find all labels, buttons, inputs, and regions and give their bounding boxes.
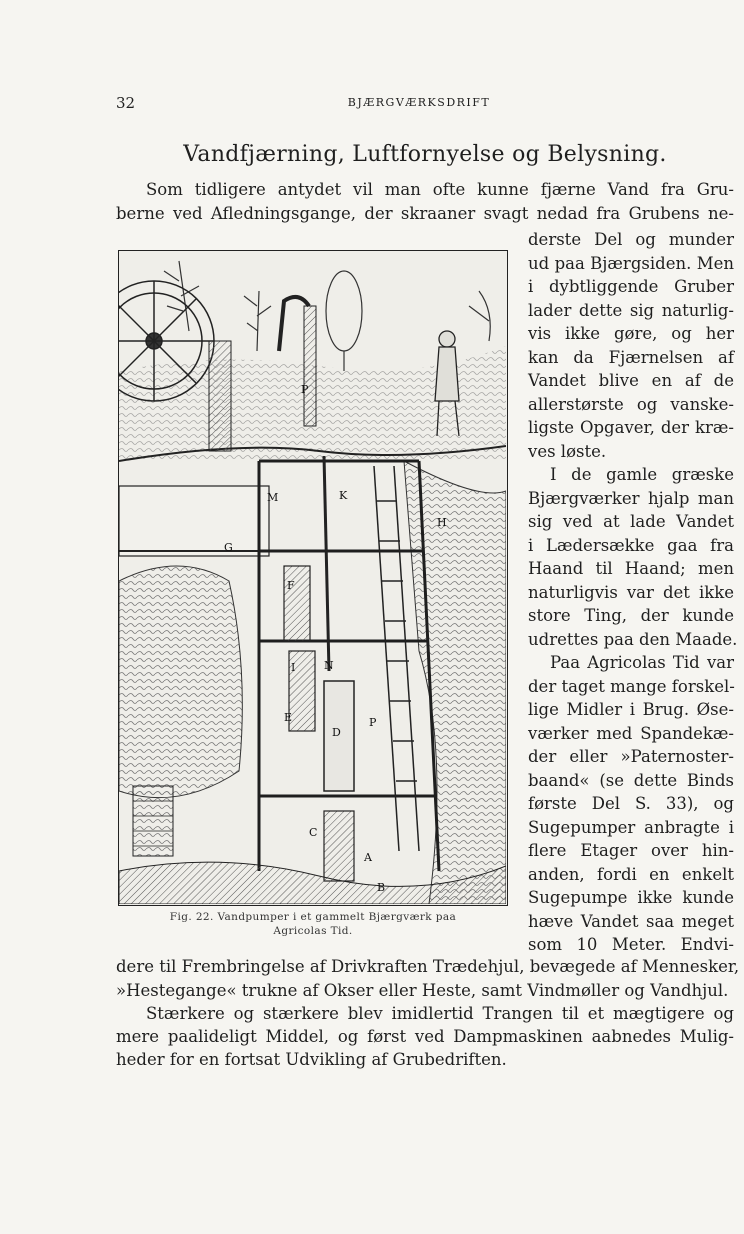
figure-letter: I [291,661,296,674]
chapter-title: Vandfjærning, Luftfornyelse og Belysning. [183,142,667,167]
side-line: derste Del og munder [528,230,734,249]
side-line: flere Etager over hin- [528,841,734,860]
page-number: 32 [116,94,136,112]
side-line: Bjærgværker hjalp man [528,488,734,508]
side-line: sig ved at lade Vandet [528,512,734,531]
side-line: udrettes paa den Maade. [528,629,738,649]
figure-letter: A [364,851,372,864]
figure-letter: D [332,726,341,739]
running-head: BJÆRGVÆRKSDRIFT [347,96,491,109]
paragraph-line-2: berne ved Afledningsgange, der skraaner svagt nedad fra Grubens ne- [116,204,734,223]
figure-caption [118,910,508,938]
paragraph-line: heder for en fortsat Udvikling af Grubedriften. [116,1050,507,1069]
side-line: som 10 Meter. Endvi- [528,935,734,954]
side-line: Sugepumper anbragte i [528,817,734,837]
paragraph-line-1: Som tidligere antydet vil man ofte kunne fjærne Vand fra Gru- [146,180,734,199]
side-line: vis ikke gøre, og her [528,324,734,343]
paragraph-line: mere paalideligt Middel, og først ved Dampmaskinen aabnedes Mulig- [116,1027,734,1046]
figure-letter: B [377,881,386,894]
mine-pump-woodcut [119,251,506,904]
side-line: Vandet blive en af de [528,371,734,390]
side-column-text [528,228,738,957]
figure-letter: F [287,579,295,592]
side-line: Sugepumpe ikke kunde [528,888,734,907]
figure-letter: P [301,383,309,396]
side-line: Haand til Haand; men [528,559,734,578]
side-line: i Lædersække gaa fra [528,535,734,555]
figure-letter: N [324,659,334,672]
figure-letter: P [369,716,377,729]
paragraph-line: »Hestegange« trukne af Okser eller Heste, samt Vindmøller og Vandhjul. [116,981,729,1000]
side-line: lader dette sig naturlig- [528,300,734,320]
side-line: ud paa Bjærgsiden. Men [528,253,734,273]
figure-letter: G [224,541,233,554]
side-line: naturligvis var det ikke [528,582,734,602]
side-line: der eller »Paternoster- [528,747,734,766]
figure-caption-line: Fig. 22. Vandpumper i et gammelt Bjærgværk paa [169,911,457,923]
figure-letter: K [339,489,348,502]
paragraph-line: dere til Frembringelse af Drivkraften Trædehjul, bevægede af Mennesker, [116,957,740,976]
side-line: værker med Spandekæ- [528,723,734,743]
woodcut-illustration [118,250,508,906]
figure-letter: E [284,711,293,724]
side-line: store Ting, der kunde [528,606,734,625]
figure-letter: C [309,826,318,839]
side-line: I de gamle græske [550,465,734,484]
side-line: kan da Fjærnelsen af [528,347,734,367]
figure-letter: H [437,516,447,529]
figure-letter: M [267,491,279,504]
side-line: baand« (se dette Binds [528,770,734,790]
side-line: lige Midler i Brug. Øse- [528,700,734,719]
side-line: Paa Agricolas Tid var [550,653,734,672]
side-line: anden, fordi en enkelt [528,864,734,884]
side-line: ves løste. [528,441,607,461]
side-line: første Del S. 33), og [528,794,734,813]
side-line: der taget mange forskel- [528,676,735,696]
side-line: ligste Opgaver, der kræ- [528,418,734,437]
side-line: allerstørste og vanske- [528,394,734,414]
figure-caption-line: Agricolas Tid. [273,925,353,937]
side-line: i dybtliggende Gruber [528,277,734,296]
side-line: hæve Vandet saa meget [528,911,734,931]
paragraph-line: Stærkere og stærkere blev imidlertid Trangen til et mægtigere og [146,1004,734,1023]
